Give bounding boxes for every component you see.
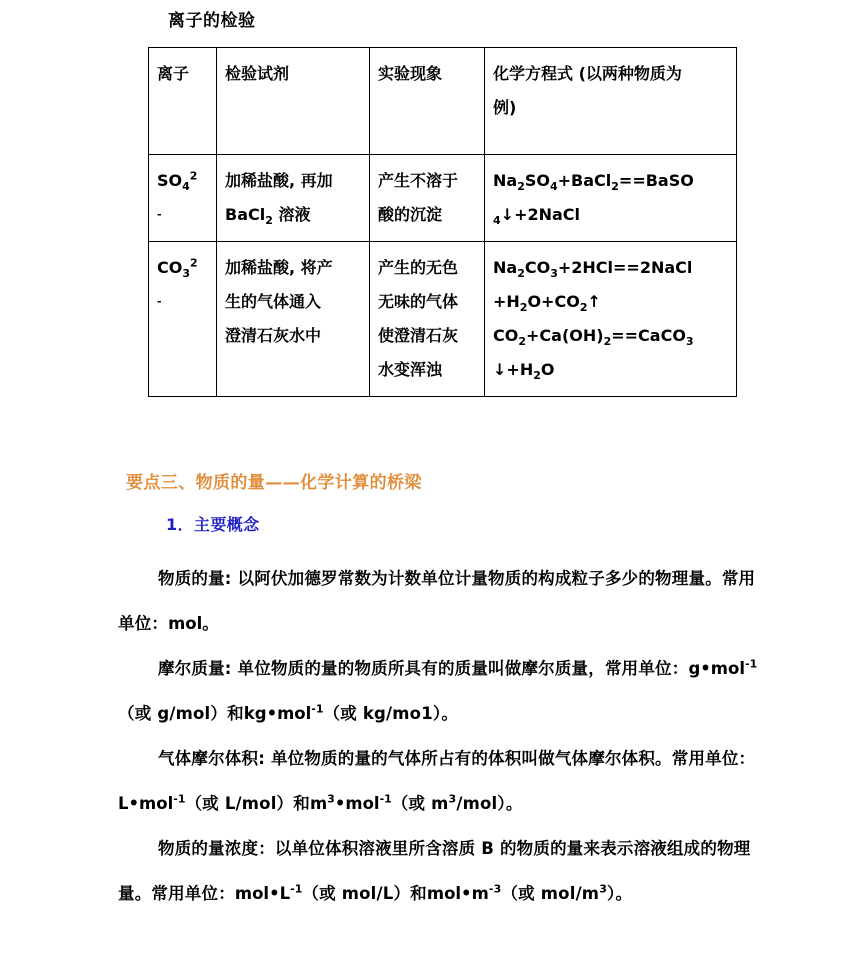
table-header-equation-line1: 化学方程式 (以两种物质为 [493,64,682,83]
unit-exponent: 3 [327,792,335,806]
table-header-row [149,48,737,155]
unit-exponent: 3 [448,792,457,806]
unit-base: g•mol [688,659,745,678]
unit-alt-1: （或 L/mol） [185,794,294,813]
unit-alt-1: （或 g/mol） [118,704,228,723]
paragraph-amount-of-substance [118,556,758,646]
ion-charge-number: 2 [189,169,198,183]
unit-base: m [309,794,328,813]
ion-formula-base: CO [157,258,183,277]
unit-base: mol•L [234,884,291,903]
ion-charge-number: 2 [190,256,198,270]
table-header-phenomenon: 实验现象 [370,48,485,155]
phenomenon-line: 产生不溶于 [378,171,459,190]
equation-line: $↓+H_2O$ [493,360,555,383]
table-header-equation [485,48,737,155]
paragraph-text: 气体摩尔体积: 单位物质的量的气体所占有的体积叫做气体摩尔体积。常用单位： [158,749,756,768]
unit-alt-2 [501,884,615,903]
equation-line: $+H_2O+CO_2↑$ [493,292,601,315]
unit-alt-prefix: （或 m [391,794,449,813]
page-title: 离子的检验 [168,11,256,31]
phenomenon-line: 产生的无色 [378,258,459,277]
unit-alt-prefix: （或 mol/m [501,884,600,903]
unit-exponent: 3 [599,882,608,896]
ion-charge-sign: - [157,208,162,221]
conjunction-and: 和 [293,794,310,813]
cell-phenomenon-carbonate [370,242,485,397]
paragraph-text: 摩尔质量: 单位物质的量的物质所具有的质量叫做摩尔质量，常用单位： [158,659,689,678]
unit-mol-per-m3-base: mol•m [426,884,489,903]
reagent-line: 加稀盐酸, 再加 [225,171,333,190]
unit-exponent: -3 [488,882,502,896]
reagent-formula-subscript: 2 [265,214,273,228]
paragraph-period: 。 [441,704,459,723]
unit-alt-suffix: ） [607,884,616,903]
cell-phenomenon-sulfate [370,155,485,242]
cell-reagent-sulfate [217,155,370,242]
unit-kg-per-mol [244,704,324,723]
paragraph-text: 物质的量: 以阿伏加德罗常数为计数单位计量物质的构成粒子多少的物理量。常用单位： [118,569,756,633]
paragraph-molar-volume [118,736,758,826]
unit-mol-part: •mol [334,794,380,813]
cell-equation-carbonate [485,242,737,397]
unit-m3-per-mol [310,794,392,813]
unit-alt-2 [392,794,506,813]
paragraph-period: 。 [615,884,633,903]
unit-base: L•mol [118,794,174,813]
reagent-formula-suffix: 溶液 [272,205,311,224]
unit-exponent: -1 [311,702,324,716]
unit-g-per-mol [688,659,757,678]
table-header-ion: 离子 [149,48,217,155]
unit-exponent: -1 [173,792,186,806]
reagent-formula: BaCl [225,205,266,224]
unit-exponent: -1 [379,792,392,806]
cell-equation-sulfate [485,155,737,242]
cell-reagent-carbonate [217,242,370,397]
conjunction-and: 和 [410,884,427,903]
table-row [149,155,737,242]
paragraph-period: 。 [505,794,523,813]
conjunction-and: 和 [227,704,244,723]
unit-l-per-mol [118,794,185,813]
unit-mol-per-l [235,884,302,903]
equation-line: $Na_2CO_3+2HCl==2NaCl$ [493,258,693,281]
unit-alt-suffix: /mol） [456,794,506,813]
phenomenon-line: 酸的沉淀 [378,205,443,224]
table-header-reagent: 检验试剂 [217,48,370,155]
unit-base: kg•mol [243,704,312,723]
unit-mol: mol [168,614,203,633]
ion-identification-table [148,47,737,397]
equation-line: $CO_2+Ca(OH)_2==CaCO_3$ [493,326,694,349]
subsection-heading-blue: 1．主要概念 [166,515,260,534]
phenomenon-line: 使澄清石灰 [378,326,459,345]
unit-alt-2: （或 kg/mo1） [323,704,442,723]
reagent-line: 生的气体通入 [225,292,322,311]
cell-ion-sulfate [149,155,217,242]
section-heading-orange: 要点三、物质的量——化学计算的桥梁 [126,473,422,493]
ion-formula-subscript: 3 [182,267,190,281]
unit-exponent: -1 [290,882,303,896]
phenomenon-line: 水变浑浊 [378,360,443,379]
equation-line: $_4$↓+2NaCl [493,205,581,228]
phenomenon-line: 无味的气体 [378,292,459,311]
reagent-line: 加稀盐酸, 将产 [225,258,333,277]
ion-formula-base: SO [157,171,183,190]
paragraph-molar-concentration [118,826,758,916]
table-header-equation-line2: 例) [493,98,517,117]
paragraph-molar-mass [118,646,758,736]
unit-exponent: -1 [745,657,758,671]
reagent-line [225,198,362,232]
equation-line: $Na_2SO_4+BaCl_2==BaSO$ [493,171,694,194]
ion-charge-sign: - [157,295,162,308]
reagent-line: 澄清石灰水中 [225,326,322,345]
paragraph-text: 物质的量浓度：以单位体积溶液里所含溶质 B 的物质的量来表示溶液组成的物理量。常用单位： [118,839,751,903]
paragraph-period: 。 [202,614,219,633]
table-row [149,242,737,397]
unit-alt-1: （或 mol/L） [302,884,411,903]
cell-ion-carbonate [149,242,217,397]
ion-formula-subscript: 4 [182,180,190,194]
body-content [118,556,758,916]
